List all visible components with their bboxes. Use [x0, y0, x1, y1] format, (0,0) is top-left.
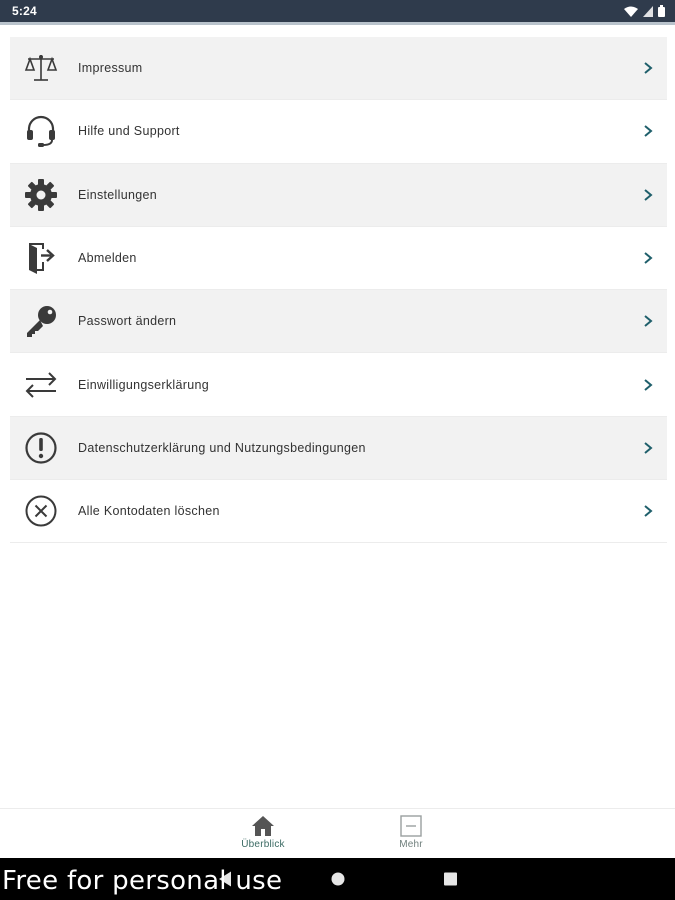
- menu-item-label: Hilfe und Support: [78, 124, 180, 139]
- nav-label-overview: Überblick: [241, 839, 285, 850]
- cellular-signal-icon: [643, 6, 653, 17]
- menu-item-einwilligungserklaerung[interactable]: [10, 353, 667, 416]
- more-menu-icon: [400, 815, 422, 837]
- menu-item-hilfe-und-support[interactable]: [10, 100, 667, 163]
- chevron-right-icon: [643, 252, 653, 264]
- system-icons: [624, 5, 665, 17]
- key-icon: [15, 301, 67, 341]
- menu-item-passwort-aendern[interactable]: [10, 290, 667, 353]
- chevron-right-icon: [643, 379, 653, 391]
- status-bar: [0, 0, 675, 22]
- menu-item-label: Passwort ändern: [78, 314, 177, 329]
- menu-item-label: Alle Kontodaten löschen: [78, 504, 220, 519]
- chevron-right-icon: [643, 315, 653, 327]
- watermark-text: Free for personal use: [2, 866, 283, 896]
- menu-item-label: Datenschutzerklärung und Nutzungsbedingungen: [78, 440, 366, 455]
- chevron-right-icon: [643, 442, 653, 454]
- home-icon: [251, 815, 275, 837]
- chevron-right-icon: [643, 505, 653, 517]
- chevron-right-icon: [643, 62, 653, 74]
- nav-tab-overview[interactable]: [223, 815, 303, 850]
- nav-tab-more[interactable]: [371, 815, 451, 850]
- chevron-right-icon: [643, 125, 653, 137]
- nav-label-more: Mehr: [399, 839, 423, 850]
- battery-icon: [658, 5, 665, 17]
- menu-item-alle-kontodaten-loeschen[interactable]: [10, 480, 667, 543]
- menu-item-label: Impressum: [78, 61, 143, 76]
- home-button-icon[interactable]: [331, 872, 345, 886]
- headset-icon: [15, 111, 67, 151]
- header-divider: [0, 22, 675, 25]
- chevron-right-icon: [643, 189, 653, 201]
- menu-item-label: Einwilligungserklärung: [78, 377, 209, 392]
- swap-arrows-icon: [15, 365, 67, 405]
- menu-item-label: Abmelden: [78, 251, 137, 266]
- menu-item-abmelden[interactable]: [10, 227, 667, 290]
- settings-menu: [10, 37, 667, 543]
- bottom-navigation: [0, 808, 675, 858]
- status-time: 5:24: [12, 4, 37, 18]
- menu-item-einstellungen[interactable]: [10, 164, 667, 227]
- exclamation-circle-icon: [15, 428, 67, 468]
- menu-item-impressum[interactable]: [10, 37, 667, 100]
- menu-item-datenschutzerklaerung[interactable]: [10, 417, 667, 480]
- gear-icon: [15, 175, 67, 215]
- menu-item-label: Einstellungen: [78, 187, 157, 202]
- logout-door-icon: [15, 238, 67, 278]
- close-circle-icon: [15, 491, 67, 531]
- scales-icon: [15, 48, 67, 88]
- recent-apps-icon[interactable]: [444, 873, 457, 886]
- wifi-icon: [624, 6, 638, 17]
